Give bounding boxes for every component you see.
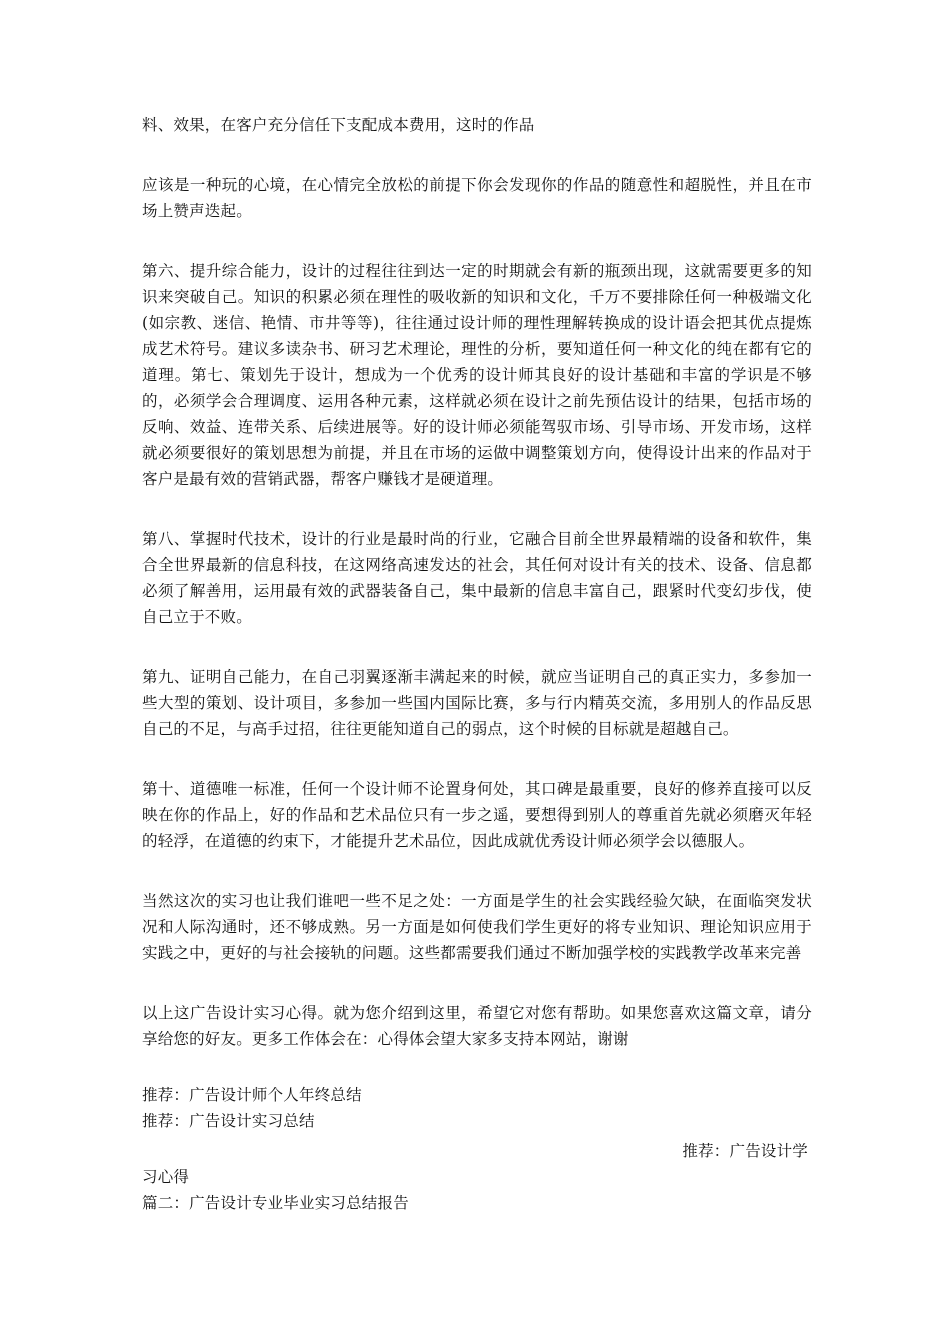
paragraph-8: 以上这广告设计实习心得。就为您介绍到这里，希望它对您有帮助。如果您喜欢这篇文章，请分享给您的好友。更多工作体会在：心得体会望大家多支持本网站，谢谢: [142, 1004, 812, 1048]
paragraph-3: 第六、提升综合能力，设计的过程往往到达一定的时期就会有新的瓶颈出现，这就需要更多的知识来突破自己。知识的积累必须在理性的吸收新的知识和文化，千万不要排除任何一种极端文化(如宗教、迷信、艳情、市井等等)，往往通过设计师的理性理解转换成的设计语会把其优点提炼成艺术符号。建议多读杂书、研习艺术理论，理性的分析，要知道任何一种文化的纯在都有它的道理。第七、策划先于设计，想成为一个优秀的设计师其良好的设计基础和丰富的学识是不够的，必须学会合理调度、运用各种元素，这样就必须在设计之前先预估设计的结果，包括市场的反响、效益、连带关系、后续进展等。好的设计师必须能驾驭市场、引导市场、开发市场，这样就必须要很好的策划思想为前提，并且在市场的运做中调整策划方向，使得设计出来的作品对于客户是最有效的营销武器，帮客户赚钱才是硬道理。: [142, 262, 812, 488]
recommendation-link-1[interactable]: 推荐：广告设计师个人年终总结: [142, 1086, 362, 1104]
paragraph-4: 第八、掌握时代技术，设计的行业是最时尚的行业，它融合目前全世界最精端的设备和软件，集合全世界最新的信息科技，在这网络高速发达的社会，其任何对设计有关的技术、设备、信息都必须了解善用，运用最有效的武器装备自己，集中最新的信息丰富自己，跟紧时代变幻步伐，使自己立于不败。: [142, 530, 812, 626]
section-title: 篇二：广告设计专业毕业实习总结报告: [142, 1194, 409, 1212]
recommendation-link-3-wrap: [142, 1138, 812, 1164]
paragraph-2: 应该是一种玩的心境，在心情完全放松的前提下你会发现你的作品的随意性和超脱性，并且在市场上赞声迭起。: [142, 176, 812, 220]
paragraph-7: 当然这次的实习也让我们谁吧一些不足之处：一方面是学生的社会实践经验欠缺，在面临突发状况和人际沟通时，还不够成熟。另一方面是如何使我们学生更好的将专业知识、理论知识应用于实践之中，更好的与社会接轨的问题。这些都需要我们通过不断加强学校的实践教学改革来完善: [142, 892, 812, 962]
paragraph-6: 第十、道德唯一标准，任何一个设计师不论置身何处，其口碑是最重要，良好的修养直接可以反映在你的作品上，好的作品和艺术品位只有一步之遥，要想得到别人的尊重首先就必须磨灭年轻的轻浮，在道德的约束下，才能提升艺术品位，因此成就优秀设计师必须学会以德服人。: [142, 780, 812, 850]
paragraph-1: 料、效果，在客户充分信任下支配成本费用，这时的作品: [142, 116, 535, 134]
recommendation-link-3[interactable]: 推荐：广告设计学: [682, 1142, 808, 1160]
paragraph-5: 第九、证明自己能力，在自己羽翼逐渐丰满起来的时候，就应当证明自己的真正实力，多参加一些大型的策划、设计项目，多参加一些国内国际比赛，多与行内精英交流，多用别人的作品反思自己的不足，与高手过招，往往更能知道自己的弱点，这个时候的目标就是超越自己。: [142, 668, 812, 738]
recommendation-link-2[interactable]: 推荐：广告设计实习总结: [142, 1112, 315, 1130]
recommendation-link-3-continued[interactable]: 习心得: [142, 1168, 190, 1186]
document-page: [142, 112, 812, 1216]
